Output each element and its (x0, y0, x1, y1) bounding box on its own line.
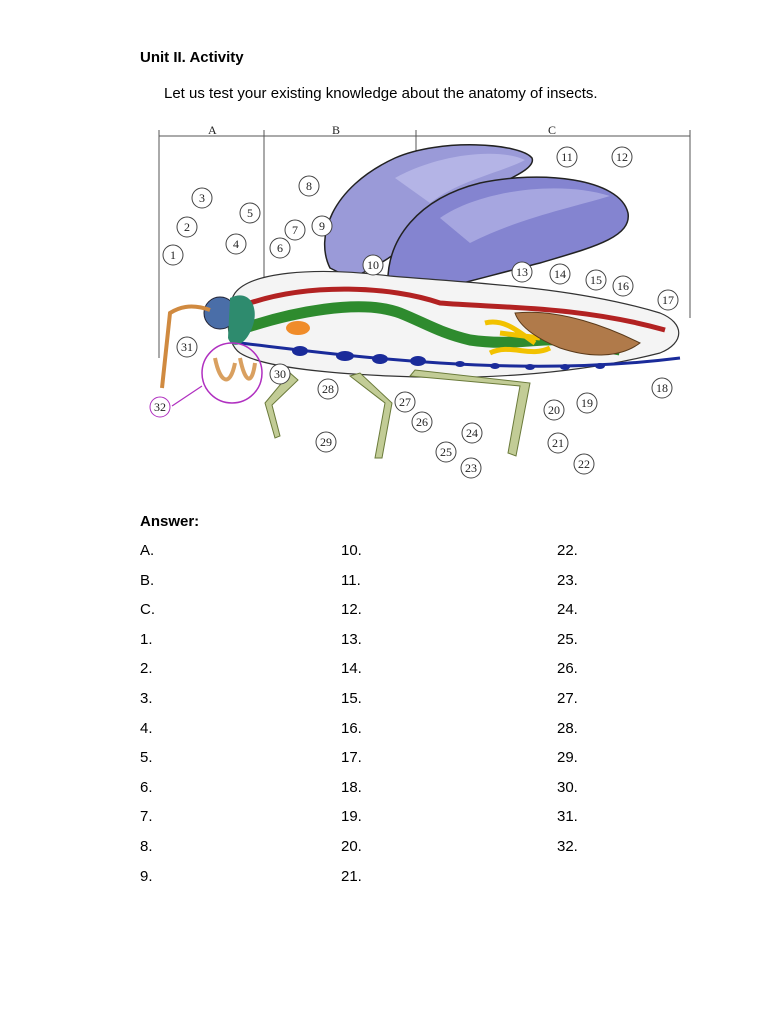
callout-number: 3 (199, 191, 205, 205)
callout-number: 11 (561, 150, 573, 164)
answer-item: 22. (557, 542, 578, 559)
answer-item: 1. (140, 630, 153, 648)
callout-number: 16 (617, 279, 629, 293)
answer-item: 23. (557, 571, 578, 589)
answer-item: 16. (341, 719, 362, 737)
segment-label-b: B (332, 123, 341, 137)
answer-column-3 (557, 542, 578, 868)
callout-number: 17 (662, 293, 674, 307)
legs (265, 370, 530, 458)
answer-item: 7. (140, 808, 153, 826)
answer-item: 18. (341, 778, 362, 796)
callout-number: 28 (322, 382, 334, 396)
answer-item: 14. (341, 660, 362, 678)
callout-number: 31 (181, 340, 193, 354)
answer-item: 31. (557, 808, 578, 826)
answer-item: 3. (140, 689, 153, 707)
answer-item: 24. (557, 601, 578, 619)
callout-number: 6 (277, 241, 283, 255)
answer-item: 27. (557, 689, 578, 707)
callout-number: 24 (466, 426, 478, 440)
callout-number: 22 (578, 457, 590, 471)
answer-item: 4. (140, 719, 153, 737)
callout-number: 18 (656, 381, 668, 395)
answer-item: 13. (341, 630, 362, 648)
answer-item: 21. (341, 867, 362, 885)
answer-item: 8. (140, 837, 153, 855)
answer-item: 12. (341, 601, 362, 619)
answer-item: 9. (140, 867, 153, 885)
callout-number: 9 (319, 219, 325, 233)
answer-item: A. (140, 542, 155, 559)
callout-number: 15 (590, 273, 602, 287)
answer-item: 20. (341, 837, 362, 855)
answer-item: 6. (140, 778, 153, 796)
callout-number: 4 (233, 237, 239, 251)
answer-item: B. (140, 571, 155, 589)
callout-number: 8 (306, 179, 312, 193)
callout-number: 29 (320, 435, 332, 449)
answer-item: 11. (341, 571, 361, 589)
activity-title: Unit II. Activity (140, 49, 244, 66)
callout-number: 25 (440, 445, 452, 459)
instructions-text: Let us test your existing knowledge about the anatomy of insects. (164, 85, 598, 102)
callout-number: 12 (616, 150, 628, 164)
answer-item: 19. (341, 808, 362, 826)
callout-number: 2 (184, 220, 190, 234)
answer-item: 29. (557, 749, 578, 767)
callout-number: 26 (416, 415, 428, 429)
answer-item: 25. (557, 630, 578, 648)
callout-number: 23 (465, 461, 477, 475)
answer-item: 15. (341, 689, 362, 707)
answer-column-2 (341, 542, 362, 897)
answer-item: 2. (140, 660, 153, 678)
insect-anatomy-diagram (140, 118, 700, 488)
answer-item: 32. (557, 837, 578, 855)
callout-number: 5 (247, 206, 253, 220)
answer-item: C. (140, 601, 155, 619)
answer-item: 28. (557, 719, 578, 737)
callout-number: 32 (154, 400, 166, 414)
answer-column-1 (140, 542, 155, 897)
segment-label-a: A (208, 123, 217, 137)
callout-number: 10 (367, 258, 379, 272)
callout-number: 30 (274, 367, 286, 381)
salivary-gland (286, 321, 310, 335)
answer-item: 30. (557, 778, 578, 796)
answer-item: 26. (557, 660, 578, 678)
callout-number: 20 (548, 403, 560, 417)
answer-item: 17. (341, 749, 362, 767)
segment-label-c: C (548, 123, 557, 137)
answer-item: 5. (140, 749, 153, 767)
callout-number: 27 (399, 395, 411, 409)
callout-number: 13 (516, 265, 528, 279)
callout-number: 19 (581, 396, 593, 410)
callout-number: 21 (552, 436, 564, 450)
answer-item: 10. (341, 542, 362, 559)
callout-number: 1 (170, 248, 176, 262)
callout-number: 7 (292, 223, 298, 237)
answer-heading: Answer: (140, 513, 200, 530)
callout-number: 14 (554, 267, 566, 281)
